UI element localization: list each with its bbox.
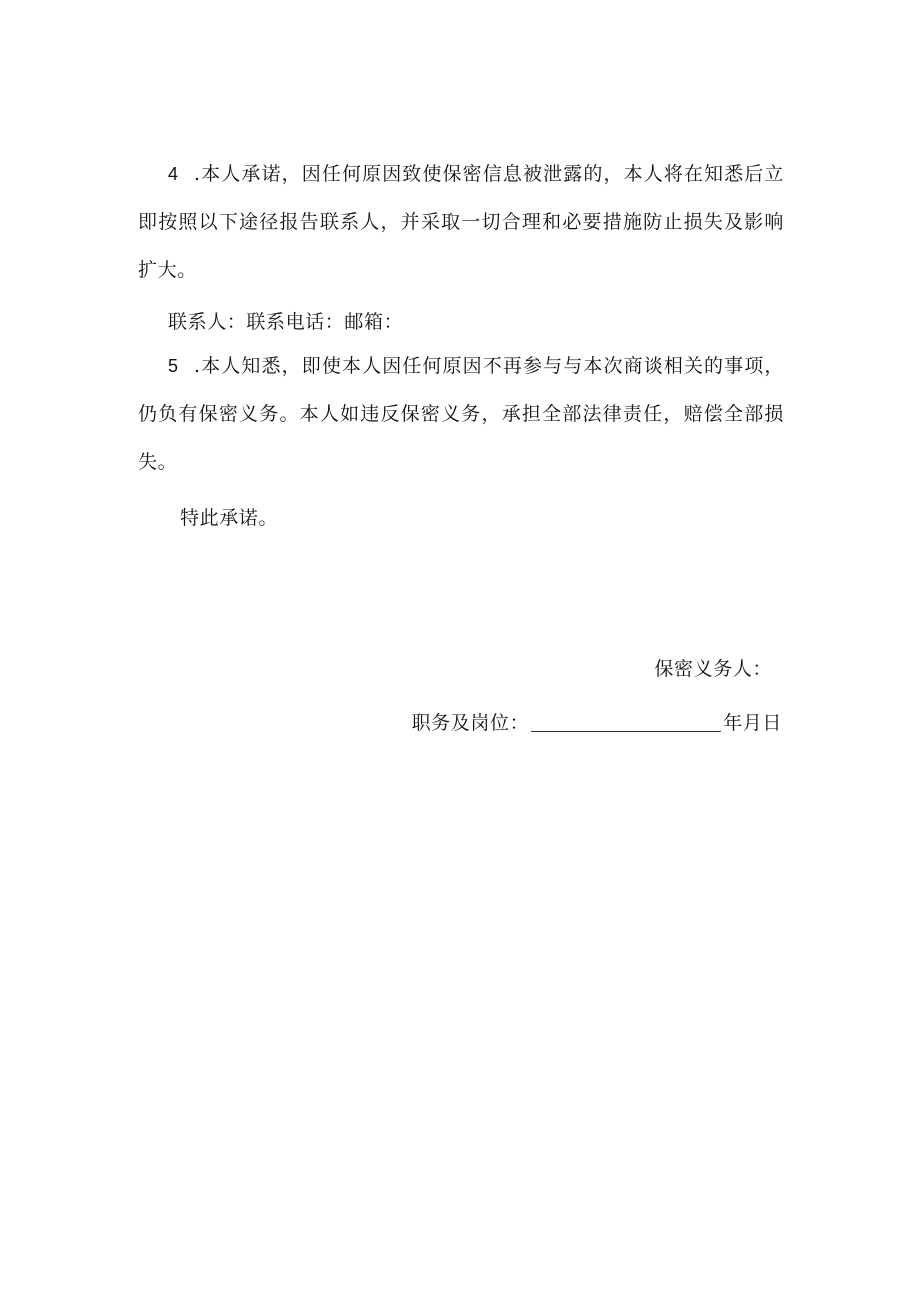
signature-party-label: 保密义务人： (654, 658, 772, 680)
date-label: 年月日 (723, 712, 782, 734)
clause-5-text: .本人知悉，即使本人因任何原因不再参与与本次商谈相关的事项，仍负有保密义务。本人如违反保密义务，承担全部法律责任，赔偿全部损失。 (138, 355, 784, 473)
contact-line (138, 298, 784, 346)
clause-4-number: 4 (168, 164, 179, 184)
closing-statement: 特此承诺。 (180, 507, 279, 529)
position-fill-blank (531, 701, 721, 732)
clause-4 (138, 150, 784, 294)
position-label: 职务及岗位： (411, 712, 530, 734)
clause-4-text: .本人承诺，因任何原因致使保密信息被泄露的，本人将在知悉后立即按照以下途径报告联系人，并采取一切合理和必要措施防止损失及影响扩大。 (138, 163, 784, 281)
clause-5 (138, 342, 784, 486)
signature-position-row (412, 698, 782, 747)
contact-line-text: 联系人：联系电话：邮箱： (168, 311, 404, 333)
clause-5-number: 5 (168, 356, 179, 376)
